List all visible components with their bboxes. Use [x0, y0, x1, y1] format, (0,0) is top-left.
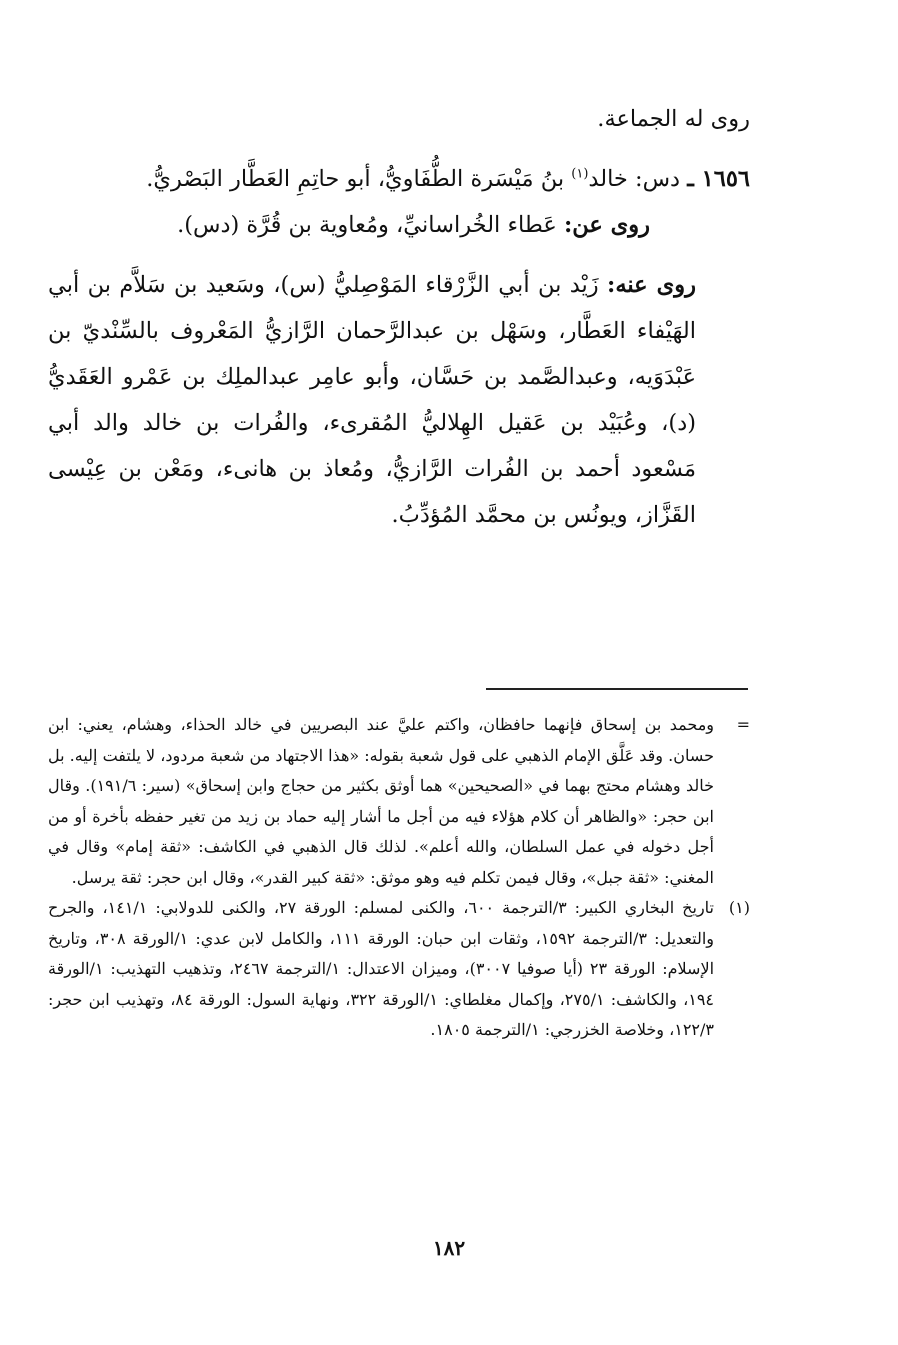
- rawa-an-label: روى عن:: [563, 212, 650, 238]
- rawa-lahu-line: روى له الجماعة.: [597, 106, 750, 132]
- continuation-text: ومحمد بن إسحاق فإنهما حافظان، واكتم عليَّ عند البصريين في خالد الحذاء، وهشام، يعني: ابن حسان. وقد عَلَّق الإمام الذهبي على قول شعبة بقوله: «هذا الاجتهاد من شعبة مردود، لا يلتفت إليه. بل خالد وهشام محتج بهما في «الصحيحين» هما أوثق بكثير من حجاج وابن إسحاق» (سير: ١٩١/٦). وقال ابن حجر: «والظاهر أن كلام هؤلاء فيه من أجل ما أشار إليه حماد بن زيد من تغير حفظه بأخرة أو من أجل دخوله في عمل السلطان، والله أعلم». لذلك قال الذهبي في الكاشف: «ثقة إمام» وقال في المغني: «ثقة جبل»، وقال فيمن تكلم فيه وهو موثق: «ثقة كبير القدر»، وقال ابن حجر: ثقة يرسل.: [48, 715, 715, 887]
- footnote-1: [48, 893, 750, 1046]
- rawa-an-line: [48, 202, 750, 248]
- footnote-1-text: تاريخ البخاري الكبير: ٣/الترجمة ٦٠٠، والكنى لمسلم: الورقة ٢٧، والكنى للدولابي: ١٤١/١، والجرح والتعديل: ٣/الترجمة ١٥٩٢، وثقات ابن حبان: الورقة ١١١، والكامل لابن عدي: ١/الورقة ٣٠٨، وتاريخ الإسلام: الورقة ٢٣ (أيا صوفيا ٣٠٠٧)، وميزان الاعتدال: ١/الترجمة ٢٤٦٧، وتذهيب التهذيب: ١/الورقة ١٩٤، والكاشف: ٢٧٥/١، وإكمال مغلطاي: ١/الورقة ٣٢٢، ونهاية السول: الورقة ٨٤، وتهذيب ابن حجر: ١٢٢/٣، وخلاصة الخزرجي: ١/الترجمة ١٨٠٥.: [48, 898, 715, 1039]
- entry-heading: [48, 156, 750, 202]
- footnote-ref[interactable]: (١): [571, 166, 589, 182]
- main-text: [48, 96, 750, 538]
- footnote-1-mark: (١): [728, 898, 750, 917]
- footnote-continuation: [48, 710, 750, 893]
- rawa-anhu-label: روى عنه:: [607, 272, 696, 298]
- footnotes: [48, 710, 750, 1046]
- rawa-anhu-paragraph: [48, 262, 750, 538]
- footnote-separator: [486, 688, 748, 690]
- continuation-mark: =: [736, 715, 750, 734]
- entry-text-2: بنُ مَيْسَرة الطُّفَاويُّ، أبو حاتِمِ العَطَّار البَصْريُّ.: [146, 166, 565, 192]
- entry-number: ١٦٥٦ ـ: [687, 166, 750, 192]
- rawa-an-text: عَطاء الخُراسانيِّ، ومُعاوية بن قُرَّة (دس).: [177, 212, 557, 238]
- rawa-anhu-text: زَيْد بن أبي الزَّرْقاء المَوْصِليُّ (س)، وسَعيد بن سَلاَّم بن أبي الهَيْفاء العَطَّار، وسَهْل بن عبدالرَّحمان الرَّازيُّ المَعْروف بالسِّنْديّ بن عَبْدَوَيه، وعبدالصَّمد بن حَسَّان، وأبو عامِر عبدالملِك بن عَمْرو العَقَديُّ (د)، وعُبَيْد بن عَقيل الهِلاليُّ المُقرىء، والفُرات بن خالد والد أبي مَسْعود أحمد بن الفُرات الرَّازيُّ، ومُعاذ بن هانىء، ومَعْن بن عِيْسى القَزَّاز، ويونُس بن محمَّد المُؤدِّبُ.: [48, 272, 696, 528]
- entry-text-1: دس: خالد: [588, 166, 681, 192]
- page-number: ١٨٢: [432, 1236, 466, 1260]
